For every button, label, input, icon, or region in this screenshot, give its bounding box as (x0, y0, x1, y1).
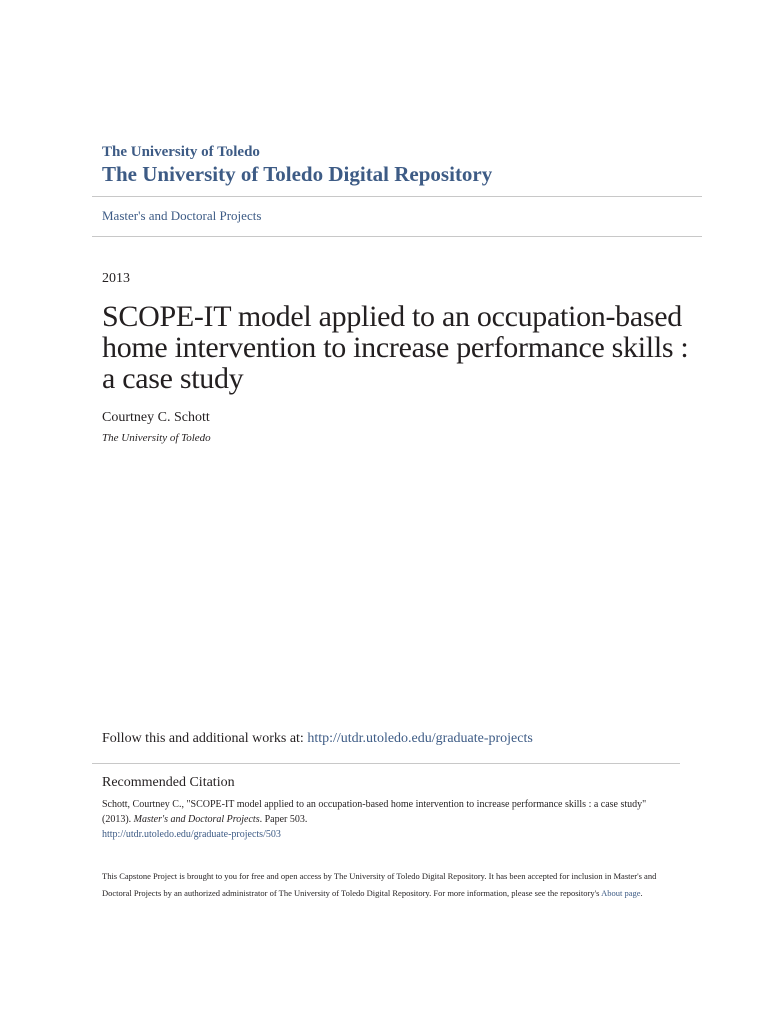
repository-name[interactable]: The University of Toledo Digital Repository (102, 162, 493, 186)
access-notice (102, 868, 672, 902)
divider-bottom (92, 763, 680, 764)
author-name[interactable]: Courtney C. Schott (102, 410, 210, 425)
citation-text: Schott, Courtney C., "SCOPE-IT model applied to an occupation-based home intervention to increase performance skills : a case study" (2013). (102, 799, 647, 825)
follow-line (102, 731, 533, 747)
collection-link[interactable]: Master's and Doctoral Projects (102, 208, 262, 223)
access-notice-text: This Capstone Project is brought to you for free and open access by The University of Toledo Digital Repository. It has been accepted for inclusion in Master's and Doctoral Projects by an authorized administrator of The University of Toledo Digital Repository. For more information, please see the repository's (102, 871, 657, 898)
follow-link[interactable]: http://utdr.utoledo.edu/graduate-projects (307, 731, 533, 746)
follow-label: Follow this and additional works at: (102, 731, 308, 746)
about-page-link[interactable]: About page (601, 888, 641, 898)
divider-top (92, 196, 702, 197)
citation-link[interactable]: http://utdr.utoledo.edu/graduate-projects/503 (102, 829, 281, 840)
access-notice-end: . (640, 888, 643, 898)
citation-series: Master's and Doctoral Projects (133, 814, 260, 825)
divider-middle (92, 236, 702, 237)
citation-paper: . Paper 503. (259, 814, 308, 825)
institution-name: The University of Toledo (102, 144, 260, 160)
publication-year: 2013 (102, 271, 130, 286)
author-affiliation: The University of Toledo (102, 432, 211, 444)
document-title: SCOPE-IT model applied to an occupation-based home intervention to increase performance skills : a case study (102, 300, 689, 395)
citation-block (102, 797, 672, 842)
recommended-citation-heading: Recommended Citation (102, 775, 235, 790)
